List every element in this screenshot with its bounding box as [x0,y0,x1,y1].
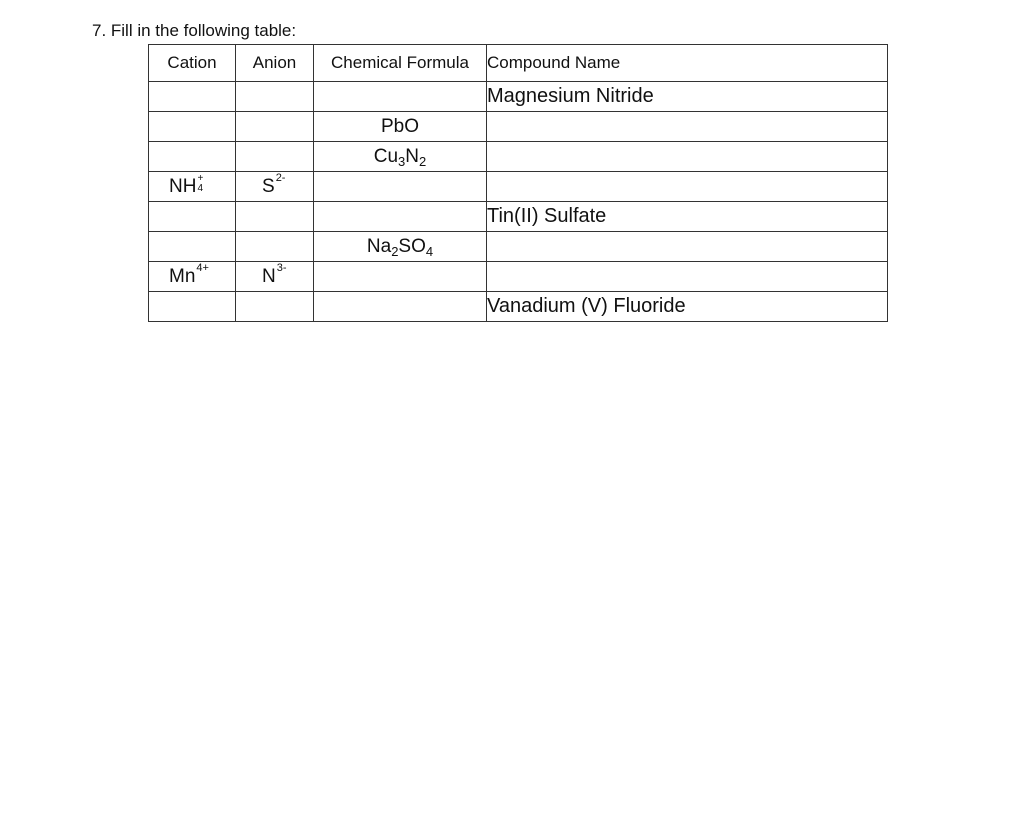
chemical-formula-cell[interactable] [314,112,487,142]
header-cation: Cation [149,45,236,82]
anion-ion [262,261,287,288]
compound-name-cell[interactable]: Vanadium (V) Fluoride [487,292,888,322]
anion-ion-symbol: N [262,265,276,287]
cation-ion [169,261,209,288]
formula-text: PbO [380,115,420,137]
chemical-formula-cell[interactable] [314,142,487,172]
header-compound-name: Compound Name [487,45,888,82]
anion-cell[interactable] [236,172,314,202]
chemical-formula-cell[interactable] [314,82,487,112]
table-row [149,172,888,202]
cation-cell[interactable] [149,82,236,112]
table-row [149,292,888,322]
compound-name-cell[interactable] [487,232,888,262]
table-row [149,232,888,262]
table-row [149,82,888,112]
cation-cell[interactable] [149,232,236,262]
chemical-formula-cell[interactable] [314,232,487,262]
cation-cell[interactable] [149,202,236,232]
anion-ion-charge: 3- [276,261,287,274]
anion-cell[interactable] [236,232,314,262]
formula-subscript: 4 [425,243,434,259]
formula-text: Cu [373,145,399,167]
compound-name-cell[interactable] [487,172,888,202]
formula-text: Na [366,235,392,257]
cation-ion-charge: 4+ [196,261,209,274]
table-row [149,112,888,142]
chemistry-table [148,44,888,322]
table-body [149,82,888,322]
formula-subscript: 3 [398,153,406,169]
cation-cell[interactable] [149,112,236,142]
table-row [149,202,888,232]
compound-name-cell[interactable] [487,142,888,172]
formula-subscript: 2 [391,243,399,259]
anion-ion-charge: 2- [275,171,286,184]
chemical-formula-cell[interactable] [314,292,487,322]
anion-cell[interactable] [236,202,314,232]
formula-text: SO [398,235,426,257]
header-chemical-formula: Chemical Formula [314,45,487,82]
table-row [149,262,888,292]
compound-name-cell[interactable] [487,112,888,142]
question-prompt: 7. Fill in the following table: [92,21,297,40]
chemical-formula-cell[interactable] [314,202,487,232]
compound-name-cell[interactable] [487,262,888,292]
cation-cell[interactable] [149,142,236,172]
anion-cell[interactable] [236,142,314,172]
header-anion: Anion [236,45,314,82]
cation-ion-charge-stack [197,174,203,194]
cation-ion-subscript: 4 [197,182,204,194]
anion-cell[interactable] [236,262,314,292]
cation-ion-symbol: NH [169,175,197,197]
chemical-formula-cell[interactable] [314,172,487,202]
chemical-formula-cell[interactable] [314,262,487,292]
cation-cell[interactable] [149,262,236,292]
table-row [149,142,888,172]
compound-name-cell[interactable]: Magnesium Nitride [487,82,888,112]
compound-name-cell[interactable]: Tin(II) Sulfate [487,202,888,232]
cation-ion-symbol: Mn [169,265,196,287]
anion-cell[interactable] [236,112,314,142]
cation-ion-charge: + [197,172,204,184]
anion-ion-symbol: S [262,175,275,197]
anion-ion [262,171,286,198]
formula-subscript: 2 [419,153,427,169]
header-row [149,45,888,82]
cation-cell[interactable] [149,172,236,202]
cation-cell[interactable] [149,292,236,322]
cation-ion [169,172,204,198]
anion-cell[interactable] [236,82,314,112]
formula-text: N [405,145,420,167]
anion-cell[interactable] [236,292,314,322]
